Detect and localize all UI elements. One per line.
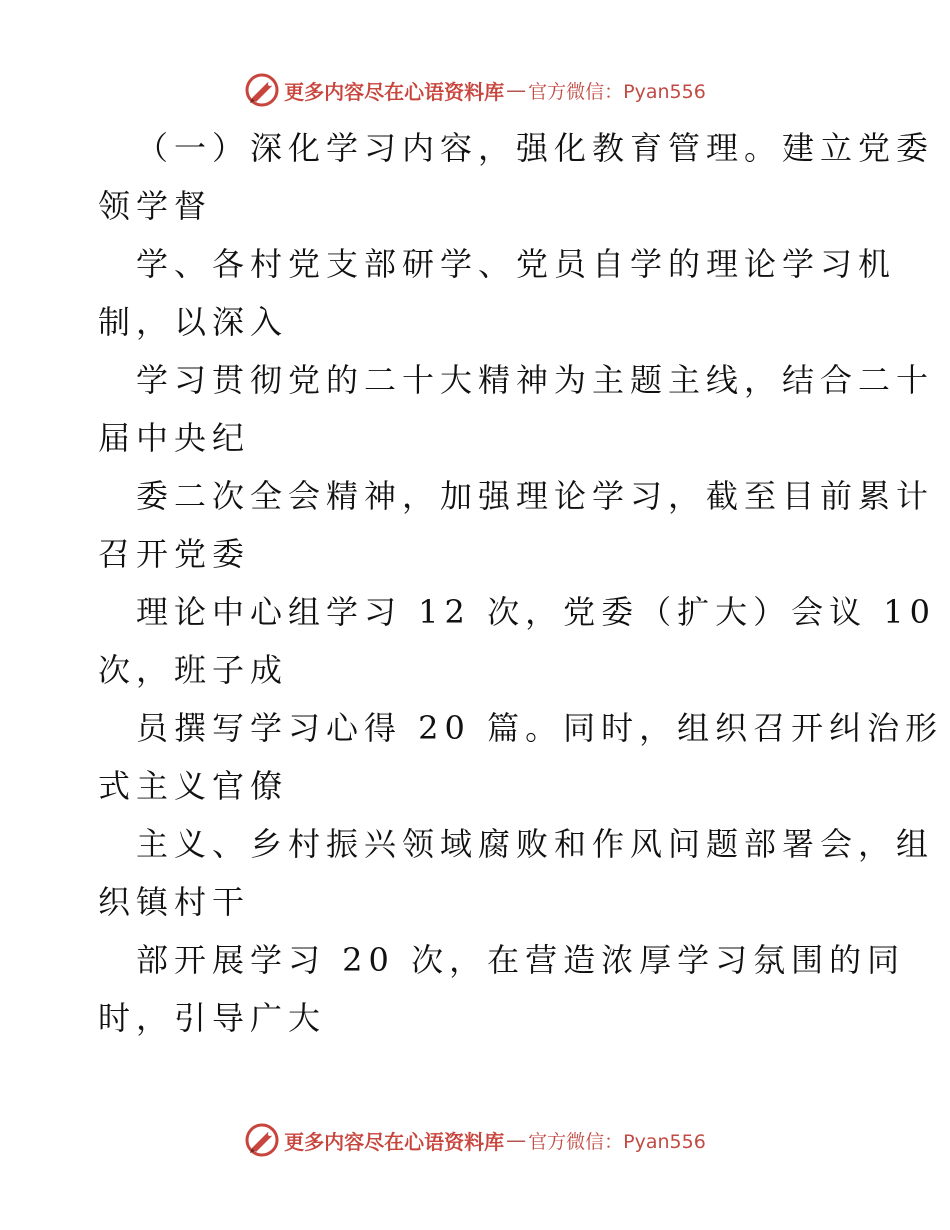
pen-logo-icon — [244, 1122, 280, 1158]
text-line: 制，以深入 — [98, 303, 289, 341]
banner-separator: — — [506, 78, 527, 102]
text-line: 时，引导广大 — [98, 999, 327, 1037]
text-line: 委二次全会精神，加强理论学习，截至目前累计 — [136, 477, 935, 515]
text-line: 次，班子成 — [98, 651, 289, 689]
text-line: 员撰写学习心得 20 篇。同时，组织召开纠治形 — [136, 709, 944, 747]
text-line: 主义、乡村振兴领域腐败和作风问题部署会，组 — [136, 825, 935, 863]
text-line: 织镇村干 — [98, 883, 251, 921]
text-line: 届中央纪 — [98, 419, 251, 457]
text-line: （一）深化学习内容，强化教育管理。建立党委 — [136, 129, 935, 167]
text-line: 学、各村党支部研学、党员自学的理论学习机 — [136, 245, 897, 283]
banner-main-text: 更多内容尽在心语资料库 — [284, 79, 505, 104]
banner-contact-text: 官方微信：Pyan556 — [528, 1130, 706, 1153]
banner-contact-text: 官方微信：Pyan556 — [528, 80, 706, 103]
footer-banner — [0, 1120, 950, 1160]
text-line: 理论中心组学习 12 次，党委（扩大）会议 10 — [136, 593, 936, 631]
banner-separator: — — [506, 1128, 527, 1152]
header-banner — [0, 70, 950, 110]
text-line: 领学督 — [98, 187, 213, 225]
pen-logo-icon — [244, 72, 280, 108]
text-line: 部开展学习 20 次，在营造浓厚学习氛围的同 — [136, 941, 906, 979]
banner-main-text: 更多内容尽在心语资料库 — [284, 1129, 505, 1154]
text-line: 式主义官僚 — [98, 767, 289, 805]
text-line: 学习贯彻党的二十大精神为主题主线，结合二十 — [136, 361, 935, 399]
text-line: 召开党委 — [98, 535, 251, 573]
